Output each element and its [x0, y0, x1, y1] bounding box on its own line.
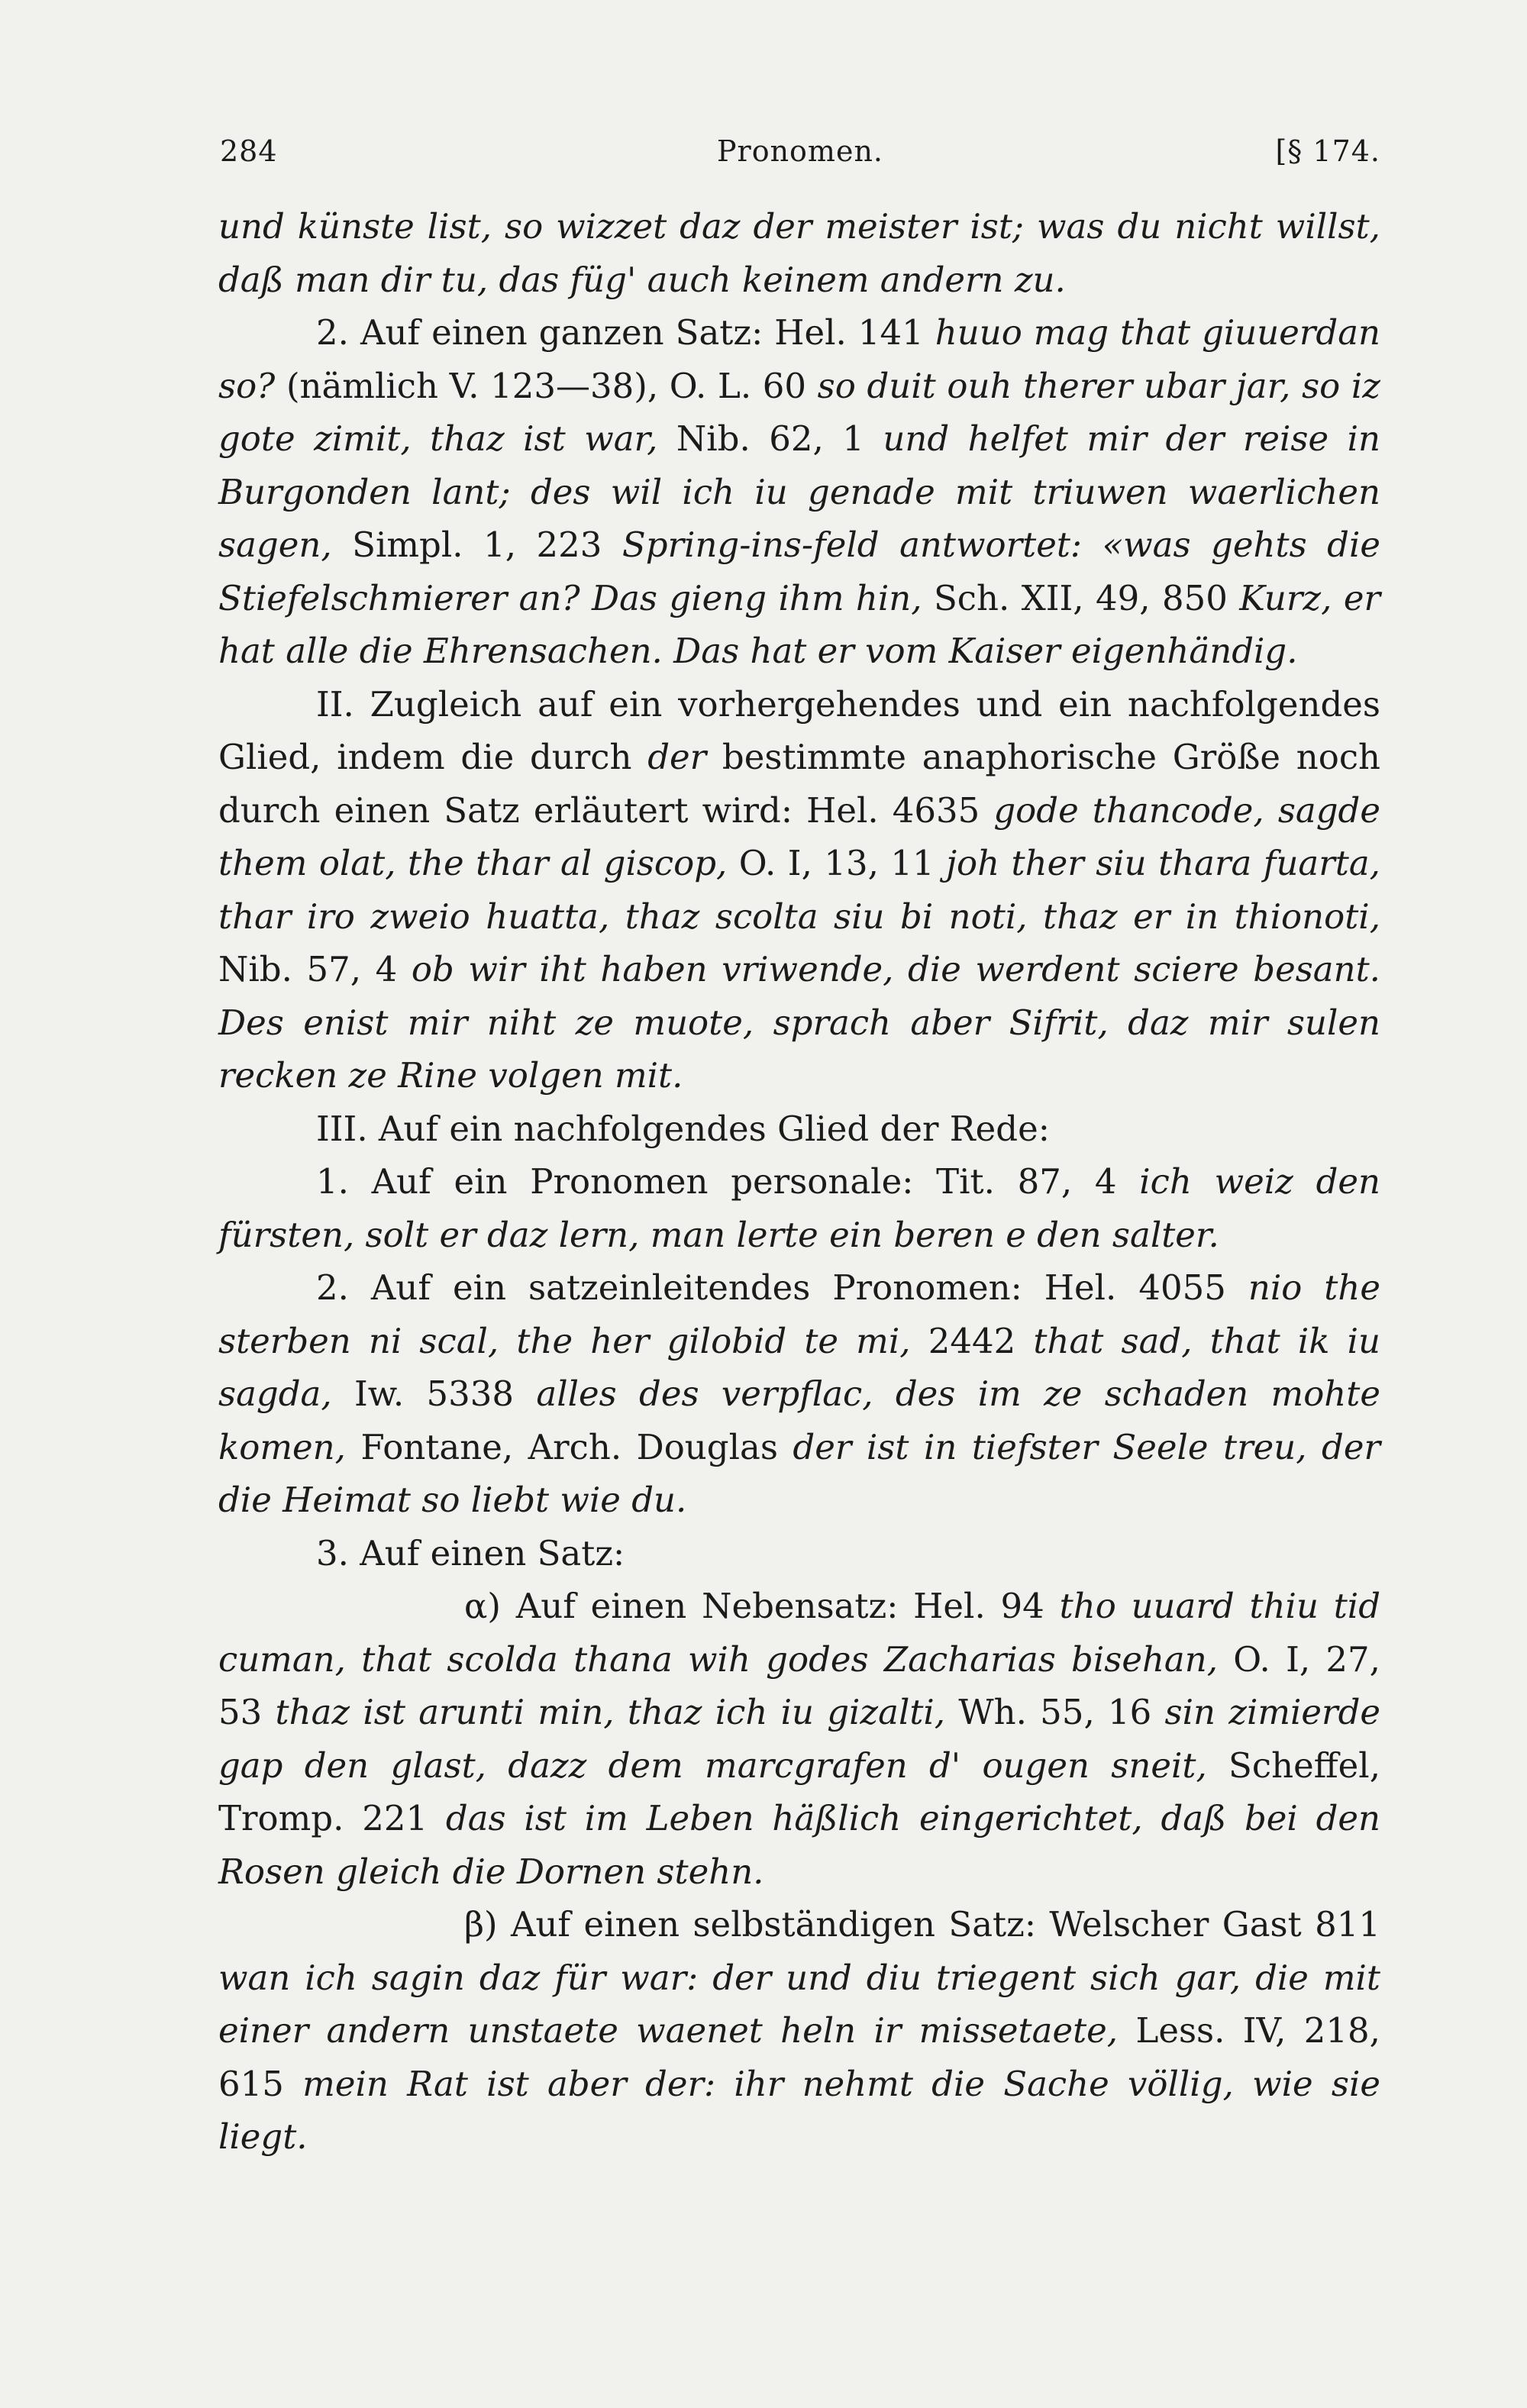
quotation-text: thaz ist arunti min, thaz ich iu gizalti, — [275, 1692, 946, 1732]
reference-text: Scheffel, Tromp. 221 — [218, 1745, 1380, 1838]
reference-text: III. Auf ein nachfolgendes Glied der Rede: — [316, 1108, 1050, 1149]
quotation-text: und helfet mir der reise in Burgonden lant; des wil ich iu genade mit triuwen waerlichen sagen, — [218, 418, 1380, 565]
section-marker: [§ 174. — [1275, 134, 1380, 168]
paragraph — [218, 200, 1380, 306]
paragraph — [218, 1527, 1380, 1580]
quotation-text: das ist im Leben häßlich eingerichtet, daß bei den Rosen gleich die Dornen stehn. — [218, 1798, 1380, 1892]
quotation-text: gode thancode, sagde them olat, the thar al giscop, — [218, 789, 1380, 883]
paragraph — [218, 678, 1380, 1102]
reference-text: 2. Auf ein satzeinleitendes Pronomen: Hel. 4055 — [316, 1267, 1248, 1308]
reference-text: bestimmte anaphorische Größe noch durch einen Satz erläutert wird: Hel. 4635 — [218, 737, 1381, 831]
paragraph — [218, 1898, 1380, 2164]
reference-text: Iw. 5338 — [331, 1373, 537, 1414]
reference-text: Nib. 57, 4 — [218, 949, 412, 989]
quotation-text: der ist in tiefster Seele treu, der die Heimat so liebt wie du. — [218, 1426, 1381, 1520]
reference-text: 2. Auf einen ganzen Satz: Hel. 141 — [316, 312, 935, 353]
reference-text: 1. Auf ein Pronomen personale: Tit. 87, 4 — [316, 1161, 1140, 1202]
quotation-text: wan ich sagin daz für war: der und diu triegent sich gar, die mit einer andern unstaete waenet heln ir missetaete, — [218, 1957, 1380, 2051]
reference-text: 2442 — [910, 1320, 1034, 1361]
body-text — [218, 200, 1380, 2164]
reference-text: Sch. XII, 49, 850 — [922, 577, 1240, 618]
reference-text: O. I, 13, 11 — [727, 843, 947, 883]
reference-text: 3. Auf einen Satz: — [316, 1532, 625, 1574]
quotation-text: Spring-ins-feld antwortet: «was gehts die Stiefelschmierer an? Das gieng ihm hin, — [218, 525, 1380, 618]
quotation-text: nio the sterben ni scal, the her gilobid te mi, — [218, 1267, 1380, 1361]
reference-text: Less. IV, 218, 615 — [218, 2010, 1380, 2104]
reference-text: Simpl. 1, 223 — [331, 525, 622, 565]
quotation-text: joh ther siu thara fuarta, thar iro zweio huatta, thaz scolta siu bi noti, thaz er in thionoti, — [218, 843, 1380, 937]
reference-text: α) Auf einen Nebensatz: Hel. 94 — [464, 1586, 1060, 1626]
quotation-text: so duit ouh therer ubar jar, so iz gote zimit, thaz ist war, — [218, 365, 1380, 459]
page-number: 284 — [220, 134, 278, 168]
reference-text: β) Auf einen selbständigen Satz: Welscher Gast 811 — [464, 1904, 1380, 1945]
running-title: Pronomen. — [716, 134, 884, 168]
quotation-text: mein Rat ist aber der: ihr nehmt die Sache völlig, wie sie liegt. — [218, 2063, 1380, 2157]
running-header — [220, 134, 1380, 180]
quotation-text: der — [647, 737, 707, 777]
quotation-text: ich weiz den fürsten, solt er daz lern, man lerte ein beren e den salter. — [218, 1161, 1380, 1255]
quotation-text: und künste list, so wizzet daz der meister ist; was du nicht willst, daß man dir tu, das füg' auch keinem andern zu. — [218, 206, 1380, 300]
quotation-text: ob wir iht haben vriwende, die werdent sciere besant. Des enist mir niht ze muote, sprach aber Sifrit, daz mir sulen recken ze Rine volgen mit. — [218, 949, 1380, 1096]
paragraph — [218, 1155, 1380, 1261]
reference-text: II. Zugleich auf ein vorhergehendes und ein nachfolgendes Glied, indem die durch — [218, 683, 1380, 777]
quotation-text: alles des verpflac, des im ze schaden mohte komen, — [218, 1373, 1380, 1467]
reference-text: Wh. 55, 16 — [945, 1692, 1165, 1732]
reference-text: O. I, 27, 53 — [218, 1638, 1380, 1732]
quotation-text: tho uuard thiu tid cuman, that scolda thana wih godes Zacharias bisehan, — [218, 1586, 1381, 1680]
paragraph — [218, 1580, 1380, 1898]
quotation-text: sin zimierde gap den glast, dazz dem marcgrafen d' ougen sneit, — [218, 1692, 1381, 1786]
quotation-text: Kurz, er hat alle die Ehrensachen. Das hat er vom Kaiser eigenhändig. — [218, 577, 1380, 671]
quotation-text: that sad, that ik iu sagda, — [218, 1320, 1380, 1414]
reference-text: (nämlich V. 123—38), O. L. 60 — [275, 365, 818, 406]
reference-text: Nib. 62, 1 — [657, 418, 883, 459]
paragraph — [218, 1102, 1380, 1156]
paragraph — [218, 1261, 1380, 1527]
paragraph — [218, 306, 1380, 678]
reference-text: Fontane, Arch. Douglas — [345, 1426, 793, 1467]
quotation-text: huuo mag that giuuerdan so? — [218, 312, 1381, 406]
